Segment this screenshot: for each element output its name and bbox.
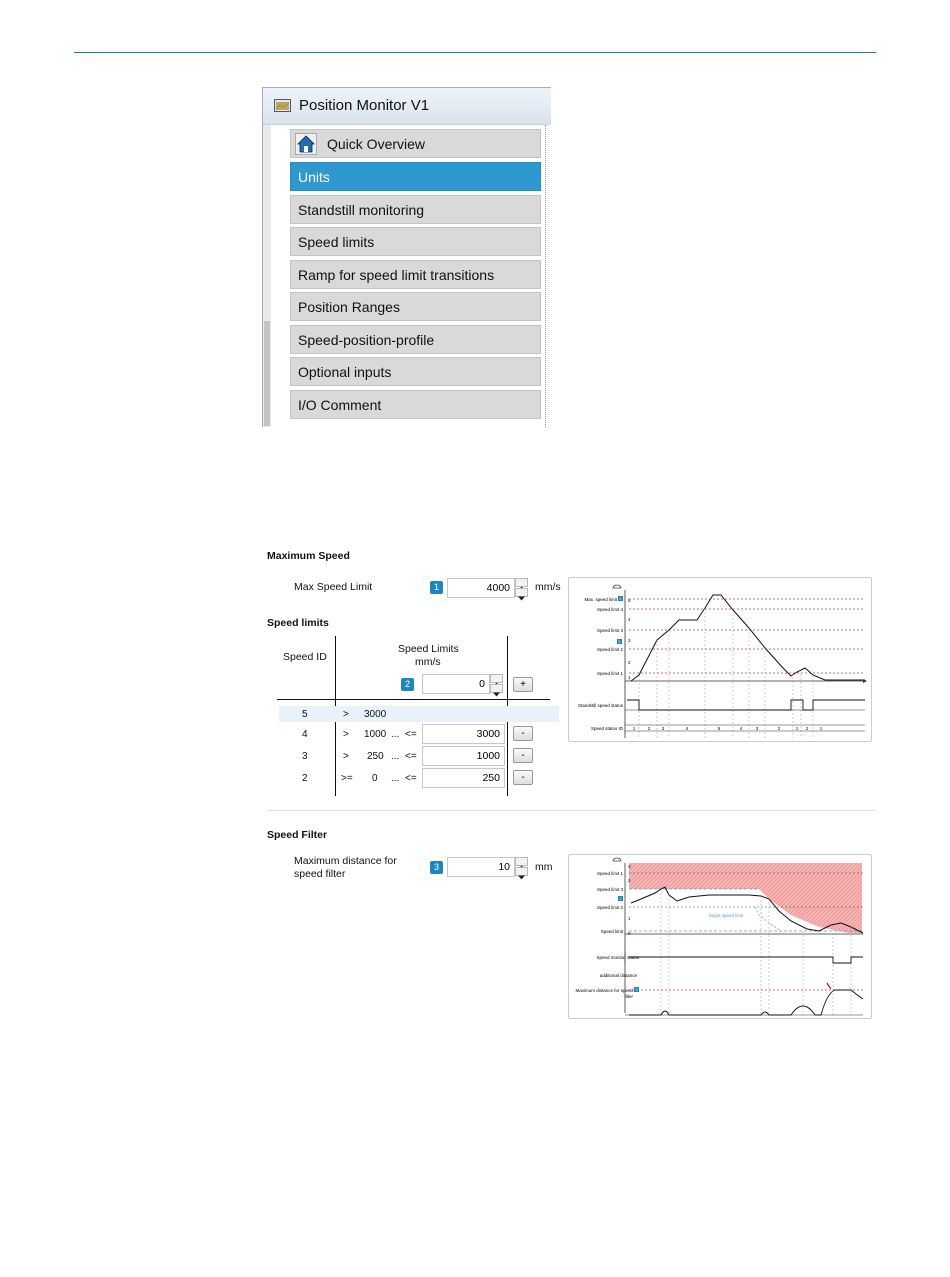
speed-filter-label-line1: Maximum distance for bbox=[294, 855, 397, 867]
row-dots: ... bbox=[391, 729, 400, 740]
menu-item-label: Speed-position-profile bbox=[298, 332, 435, 348]
position-monitor-window bbox=[262, 87, 551, 427]
window-titlebar bbox=[263, 88, 551, 125]
badge-2: 2 bbox=[401, 678, 414, 691]
chart2-l0-label: Speed limit bbox=[600, 929, 623, 934]
status-id: 1 bbox=[632, 726, 636, 731]
badge-1: 1 bbox=[430, 581, 443, 594]
max-speed-unit: mm/s bbox=[535, 581, 561, 593]
row-speed-id: 2 bbox=[302, 773, 308, 784]
speed-filter-diagram bbox=[568, 854, 872, 1019]
speed-limits-diagram-svg bbox=[569, 578, 871, 741]
chart2-l2-label: Speed limit 2 bbox=[596, 905, 623, 910]
speed-filter-diagram-svg bbox=[569, 855, 871, 1018]
menu-item-units[interactable] bbox=[290, 162, 541, 191]
chart1-level-3: 3 bbox=[628, 638, 631, 643]
chart1-level-1: 1 bbox=[628, 675, 631, 680]
selected-row-highlight bbox=[279, 706, 559, 722]
target-speed-guide bbox=[755, 907, 781, 931]
new-speed-limit-input[interactable]: 0 bbox=[422, 674, 490, 694]
status-id: 2 bbox=[805, 726, 809, 731]
chart2-badge-a-text: 2 bbox=[619, 896, 622, 901]
menu-item-label: Position Ranges bbox=[298, 299, 400, 315]
chart1-badge-2-text: 2 bbox=[618, 639, 621, 644]
spin-up-icon[interactable] bbox=[515, 578, 528, 587]
home-icon bbox=[295, 133, 317, 155]
badge-3: 3 bbox=[430, 861, 443, 874]
chart2-l3-label: Speed limit 3 bbox=[596, 887, 623, 892]
spin-up-icon[interactable] bbox=[490, 674, 503, 683]
row-upper-input[interactable]: 250 bbox=[422, 768, 505, 788]
speed-curve bbox=[631, 595, 865, 681]
spin-up-icon[interactable] bbox=[515, 857, 528, 866]
chart2-maxdist-label-2: filter bbox=[624, 994, 633, 999]
status-id: 2 bbox=[647, 726, 651, 731]
chart1-badge-1-text: 1 bbox=[619, 596, 622, 601]
menu-item-position-ranges[interactable] bbox=[290, 292, 541, 321]
row-operator: > bbox=[343, 751, 349, 762]
row-speed-id: 5 bbox=[302, 709, 308, 720]
row-lower-value: 3000 bbox=[364, 709, 387, 720]
status-id: 3 bbox=[755, 726, 759, 731]
status-id: 2 bbox=[777, 726, 781, 731]
chart2-l1-label: Speed limit 1 bbox=[596, 871, 623, 876]
chart2-target-label: target speed limit bbox=[709, 913, 744, 918]
menu-item-ramp[interactable] bbox=[290, 260, 541, 289]
chart1-max-label: Max. speed limit bbox=[584, 597, 617, 602]
chart1-l1-label: Speed limit 1 bbox=[596, 671, 623, 676]
section-separator bbox=[267, 810, 875, 811]
max-speed-spinner[interactable] bbox=[515, 578, 529, 598]
alert-arrow-icon bbox=[827, 983, 831, 989]
chart1-l3-label: Speed limit 3 bbox=[596, 628, 623, 633]
left-scrollbar[interactable] bbox=[263, 125, 271, 427]
status-id: 5 bbox=[717, 726, 721, 731]
menu-item-speed-position-profile[interactable] bbox=[290, 325, 541, 354]
chart2-level-3: 3 bbox=[628, 864, 631, 869]
status-id-labels bbox=[633, 726, 823, 731]
status-id: 3 bbox=[661, 726, 665, 731]
menu-item-label: Units bbox=[298, 169, 330, 185]
status-id: 1 bbox=[795, 726, 799, 731]
chart1-standstill-label: Standstill speed status bbox=[577, 703, 623, 708]
remove-row-button[interactable]: - bbox=[513, 770, 533, 785]
chart1-l2-label: Speed limit 2 bbox=[596, 647, 623, 652]
scrollbar-thumb[interactable] bbox=[264, 321, 270, 426]
col-speed-limits-unit: mm/s bbox=[415, 656, 441, 668]
chart2-level-1: 1 bbox=[628, 916, 631, 921]
spin-down-icon[interactable] bbox=[515, 867, 528, 876]
header-rule bbox=[74, 52, 876, 53]
chart2-additional-label: additional distance bbox=[599, 973, 637, 978]
max-speed-title: Maximum Speed bbox=[267, 550, 350, 562]
max-speed-input[interactable]: 4000 bbox=[447, 578, 515, 598]
menu-item-speed-limits[interactable] bbox=[290, 227, 541, 256]
spin-down-icon[interactable] bbox=[490, 684, 503, 693]
remove-row-button[interactable]: - bbox=[513, 726, 533, 741]
chart1-l4-label: Speed limit 4 bbox=[596, 607, 623, 612]
row-speed-id: 4 bbox=[302, 729, 308, 740]
chart2-monitor-label: Speed monitor status bbox=[596, 955, 639, 960]
speedometer-icon bbox=[613, 858, 621, 861]
col-speed-limits: Speed Limits bbox=[398, 643, 459, 655]
row-upper-input[interactable]: 3000 bbox=[422, 724, 505, 744]
speed-filter-title: Speed Filter bbox=[267, 829, 328, 841]
monitor-status-signal bbox=[629, 957, 863, 963]
new-speed-limit-spinner[interactable] bbox=[490, 674, 504, 694]
speed-filter-unit: mm bbox=[535, 861, 553, 873]
chart1-level-4: 4 bbox=[628, 617, 631, 622]
menu-item-label: Ramp for speed limit transitions bbox=[298, 267, 495, 283]
menu-item-standstill-monitoring[interactable] bbox=[290, 195, 541, 224]
row-dots: ... bbox=[391, 773, 400, 784]
row-speed-id: 3 bbox=[302, 751, 308, 762]
spin-down-icon[interactable] bbox=[515, 588, 528, 597]
max-speed-label: Max Speed Limit bbox=[294, 581, 373, 593]
speed-limits-diagram bbox=[568, 577, 872, 742]
chart1-status-label: Speed status ID bbox=[590, 726, 623, 731]
row-operator: > bbox=[343, 709, 349, 720]
speedometer-icon bbox=[613, 585, 621, 588]
row-lower-value: 0 bbox=[372, 773, 378, 784]
remove-row-button[interactable]: - bbox=[513, 748, 533, 763]
menu-item-label: Standstill monitoring bbox=[298, 202, 425, 218]
row-le: <= bbox=[405, 751, 417, 762]
chart2-maxdist-label: Maximum distance for speed bbox=[575, 988, 633, 993]
row-lower-value: 1000 bbox=[364, 729, 387, 740]
speed-filter-input[interactable]: 10 bbox=[447, 857, 515, 877]
row-operator: >= bbox=[341, 773, 353, 784]
menu-item-io-comment[interactable] bbox=[290, 390, 541, 419]
distance-curve bbox=[629, 990, 863, 1015]
row-dots: ... bbox=[391, 751, 400, 762]
row-le: <= bbox=[405, 729, 417, 740]
window-edge bbox=[545, 125, 547, 427]
chart2-level-0: 0 bbox=[628, 931, 631, 936]
menu-item-optional-inputs[interactable] bbox=[290, 357, 541, 386]
row-le: <= bbox=[405, 773, 417, 784]
row-upper-input[interactable]: 1000 bbox=[422, 746, 505, 766]
add-speed-limit-button[interactable]: + bbox=[513, 677, 533, 692]
status-id: 1 bbox=[819, 726, 823, 731]
window-app-icon bbox=[274, 99, 291, 112]
menu-item-quick-overview[interactable] bbox=[290, 129, 541, 158]
speed-limits-title: Speed limits bbox=[267, 617, 329, 629]
window-title: Position Monitor V1 bbox=[299, 97, 430, 114]
table-header-rule bbox=[277, 699, 550, 700]
chart2-level-2: 2 bbox=[628, 878, 631, 883]
chart2-badge-b-text: 3 bbox=[635, 987, 638, 992]
menu-item-label: Quick Overview bbox=[327, 136, 426, 152]
row-operator: > bbox=[343, 729, 349, 740]
speed-filter-label-line2: speed filter bbox=[294, 868, 346, 880]
standstill-signal bbox=[627, 700, 865, 710]
menu-item-label: Optional inputs bbox=[298, 364, 392, 380]
chart1-level-2: 2 bbox=[628, 660, 631, 665]
chart1-level-5: 5 bbox=[628, 598, 631, 603]
prohibited-speed-area bbox=[629, 863, 862, 933]
status-id: 4 bbox=[739, 726, 743, 731]
menu-item-label: Speed limits bbox=[298, 234, 375, 250]
speed-filter-spinner[interactable] bbox=[515, 857, 529, 877]
status-id: 4 bbox=[685, 726, 689, 731]
menu-item-label: I/O Comment bbox=[298, 397, 382, 413]
col-speed-id: Speed ID bbox=[283, 651, 327, 663]
row-lower-value: 250 bbox=[367, 751, 384, 762]
